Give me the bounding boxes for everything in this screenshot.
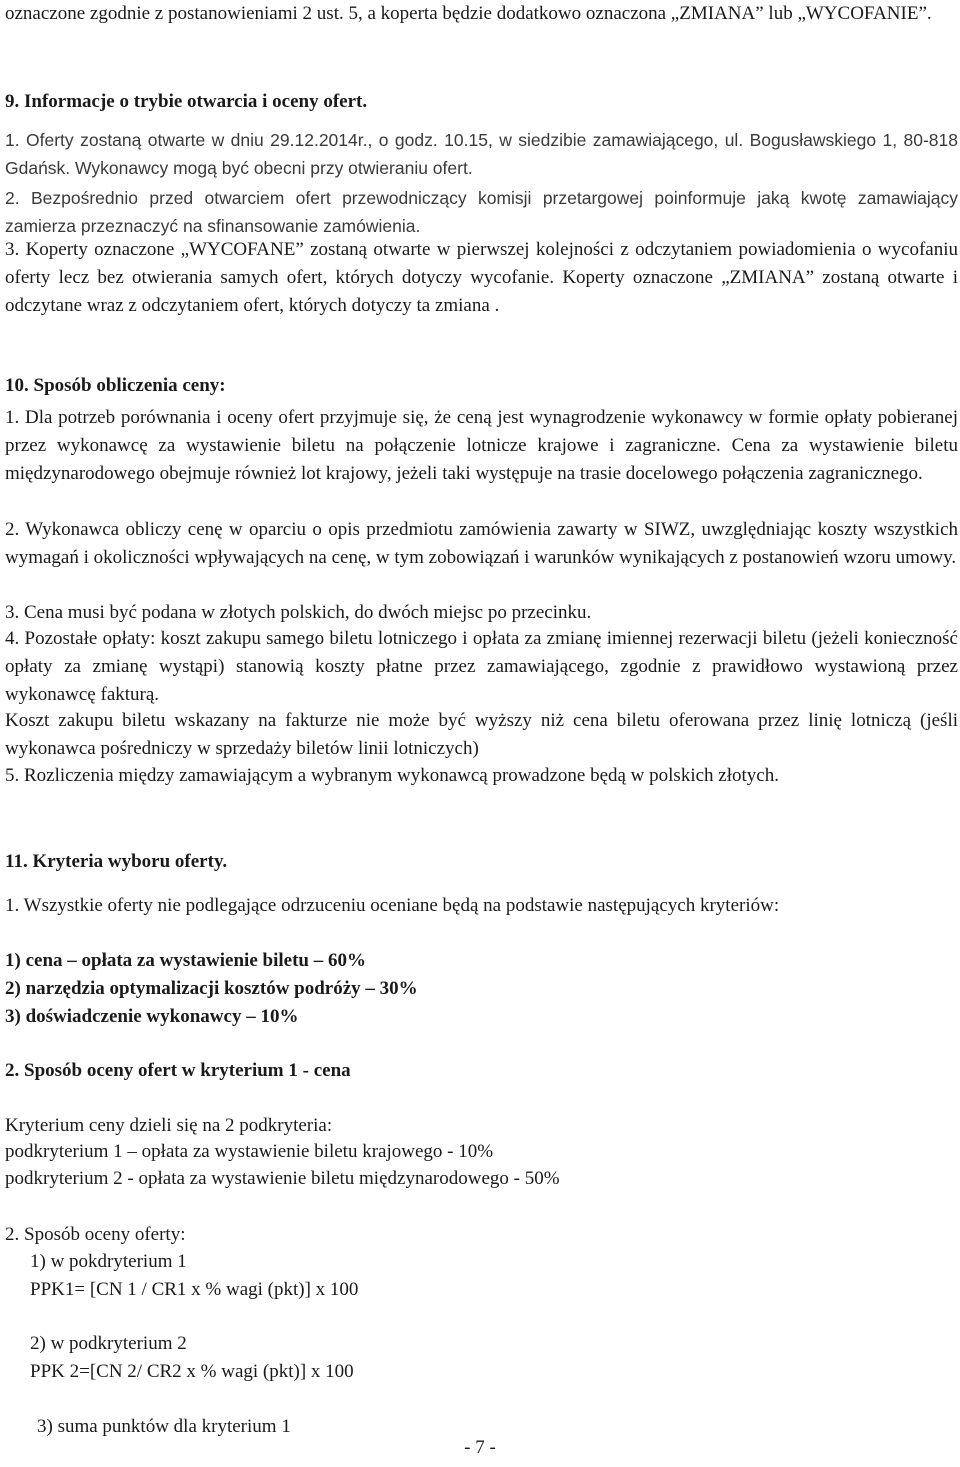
- subcriterion-2: podkryterium 2 - opłata za wystawienie biletu międzynarodowego - 50%: [5, 1168, 560, 1189]
- formula-1: PPK1= [CN 1 / CR1 x % wagi (pkt)] x 100: [30, 1279, 359, 1300]
- section-9-heading: 9. Informacje o trybie otwarcia i oceny ofert.: [5, 91, 368, 112]
- section-11-subheading: 2. Sposób oceny ofert w kryterium 1 - cena: [5, 1060, 351, 1081]
- section-11-item-1: 1. Wszystkie oferty nie podlegające odrzuceniu oceniane będą na podstawie następujących kryteriów:: [5, 895, 780, 916]
- evaluation-item-3: 3) suma punktów dla kryterium 1: [37, 1416, 291, 1437]
- formula-2: PPK 2=[CN 2/ CR2 x % wagi (pkt)] x 100: [30, 1361, 354, 1382]
- evaluation-heading: 2. Sposób oceny oferty:: [5, 1224, 186, 1245]
- intro-paragraph: oznaczone zgodnie z postanowieniami 2 ust. 5, a koperta będzie dodatkowo oznaczona „ZMIANA” lub „WYCOFANIE”.: [5, 3, 932, 24]
- evaluation-item-2: 2) w podkryterium 2: [30, 1333, 187, 1354]
- page-number: - 7 -: [464, 1437, 496, 1458]
- evaluation-item-1: 1) w pokdryterium 1: [30, 1251, 187, 1272]
- criterion-3: 3) doświadczenie wykonawcy – 10%: [5, 1006, 299, 1027]
- section-10-item-4-note: Koszt zakupu biletu wskazany na fakturze nie może być wyższy niż cena biletu oferowana przez linię lotniczą (jeśli wykonawca pośredniczy w sprzedaży biletów linii lotniczych): [5, 710, 958, 759]
- section-10-item-3: 3. Cena musi być podana w złotych polskich, do dwóch miejsc po przecinku.: [5, 602, 592, 623]
- criterion-2: 2) narzędzia optymalizacji kosztów podróży – 30%: [5, 978, 418, 999]
- criterion-1: 1) cena – opłata za wystawienie biletu – 60%: [5, 950, 366, 971]
- section-11-heading: 11. Kryteria wyboru oferty.: [5, 851, 228, 872]
- section-10-item-4: 4. Pozostałe opłaty: koszt zakupu samego biletu lotniczego i opłata za zmianę imiennej rezerwacji biletu (jeżeli konieczność opłaty za zmianę wystąpi) stanowią koszty płatne przez zamawiającego, zgodnie z prawidłowo wystawioną przez wykonawcę fakturą.: [5, 628, 958, 705]
- section-10-item-5: 5. Rozliczenia między zamawiającym a wybranym wykonawcą prowadzone będą w polskich złotych.: [5, 765, 779, 786]
- section-10-heading: 10. Sposób obliczenia ceny:: [5, 375, 226, 396]
- subcriteria-intro: Kryterium ceny dzieli się na 2 podkryteria:: [5, 1115, 333, 1136]
- section-9-item-1: 1. Oferty zostaną otwarte w dniu 29.12.2014r., o godz. 10.15, w siedzibie zamawiającego, ul. Bogusławskiego 1, 80-818 Gdańsk. Wykonawcy mogą być obecni przy otwieraniu ofert.: [5, 130, 958, 178]
- section-10-item-2: 2. Wykonawca obliczy cenę w oparciu o opis przedmiotu zamówienia zawarty w SIWZ, uwzględniając koszty wszystkich wymagań i okoliczności wpływających na cenę, w tym zobowiązań i warunków wynikających z postanowień wzoru umowy.: [5, 519, 958, 568]
- section-9-item-2: 2. Bezpośrednio przed otwarciem ofert przewodniczący komisji przetargowej poinformuje jaką kwotę zamawiający zamierza przeznaczyć na sfinansowanie zamówienia.: [5, 188, 958, 236]
- subcriterion-1: podkryterium 1 – opłata za wystawienie biletu krajowego - 10%: [5, 1141, 494, 1162]
- section-10-item-1: 1. Dla potrzeb porównania i oceny ofert przyjmuje się, że ceną jest wynagrodzenie wykonawcy w formie opłaty pobieranej przez wykonawcę za wystawienie biletu na połączenie lotnicze krajowe i zagraniczne. Cena za wystawienie biletu międzynarodowego obejmuje również lot krajowy, jeżeli taki występuje na trasie docelowego połączenia zagranicznego.: [5, 407, 958, 484]
- section-9-item-3: 3. Koperty oznaczone „WYCOFANE” zostaną otwarte w pierwszej kolejności z odczytaniem powiadomienia o wycofaniu oferty lecz bez otwierania samych ofert, których dotyczy wycofanie. Koperty oznaczone „ZMIANA” zostaną otwarte i odczytane wraz z odczytaniem ofert, których dotyczy ta zmiana .: [5, 239, 958, 316]
